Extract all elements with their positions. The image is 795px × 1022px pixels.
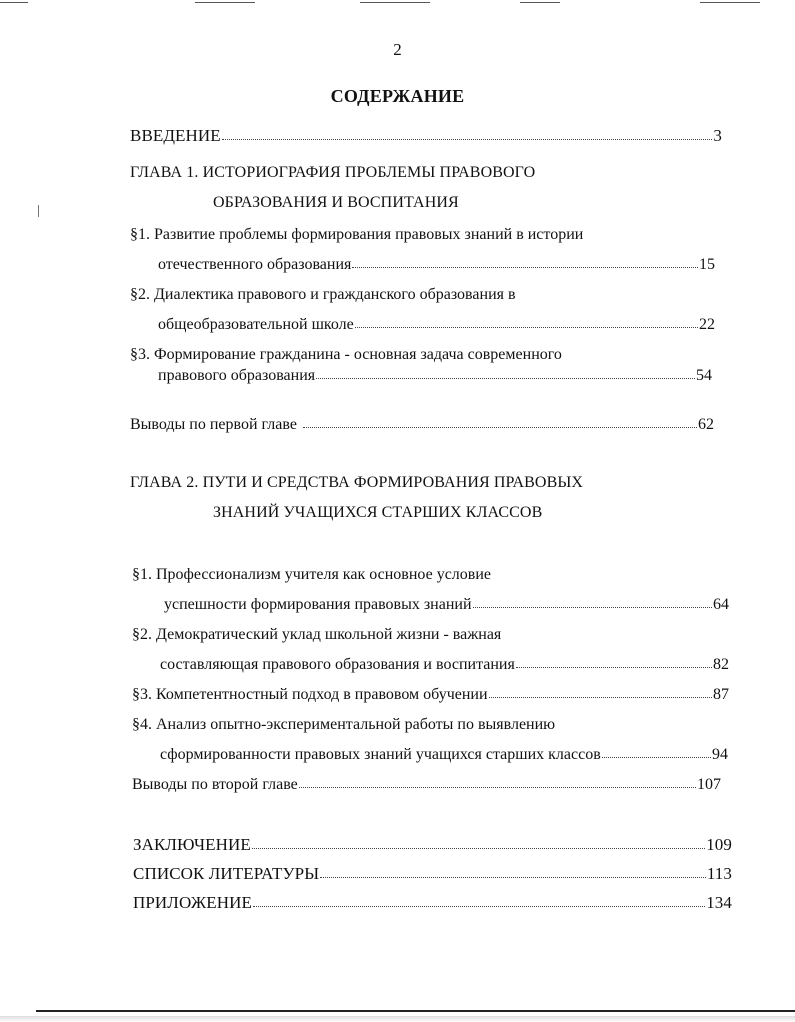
ch2-section-3-entry[interactable] [132,686,729,704]
leader-dots [355,323,698,328]
scan-shadow [0,1016,795,1022]
leader-dots [222,135,713,140]
leader-dots [299,783,696,788]
ch2-section-1-entry[interactable] [164,596,729,614]
entry-page: 107 [697,776,721,793]
scan-mark [195,2,255,3]
scan-mark-left [38,205,39,217]
entry-page: 54 [696,367,712,384]
ch2-conclusion-entry[interactable] [132,776,721,794]
ch1-conclusion-entry[interactable] [130,416,714,434]
scan-mark [360,2,430,3]
ch2-section-4-entry[interactable] [160,746,728,764]
ch1-section-1-title[interactable]: §1. Развитие проблемы формирования правовых знаний в истории [130,226,584,243]
ch2-section-2-entry[interactable] [160,656,729,674]
entry-label: СПИСОК ЛИТЕРАТУРЫ [133,864,320,883]
scan-mark [0,2,28,3]
leader-dots [252,844,705,849]
entry-page: 22 [699,316,715,333]
entry-page: 64 [713,596,729,613]
chapter-2-heading-cont: ЗНАНИЙ УЧАЩИХСЯ СТАРШИХ КЛАССОВ [213,504,543,521]
entry-label: составляющая правового образования и воспитания [160,656,515,673]
entry-label: ВВЕДЕНИЕ [130,126,221,145]
ch1-section-3-title[interactable]: §3. Формирование гражданина - основная задача современного [130,346,562,363]
toc-entry-intro[interactable] [130,126,722,146]
entry-label: отечественного образования [158,256,352,273]
ch2-section-1-title[interactable]: §1. Профессионализм учителя как основное условие [132,566,491,583]
chapter-1-heading[interactable]: ГЛАВА 1. ИСТОРИОГРАФИЯ ПРОБЛЕМЫ ПРАВОВОГО [130,164,536,181]
entry-page: 113 [706,864,732,883]
leader-dots [489,693,712,698]
entry-page: 3 [713,126,722,145]
entry-label: §3. Компетентностный подход в правовом обучении [132,686,488,703]
entry-page: 82 [713,656,729,673]
entry-label: общеобразовательной школе [158,316,354,333]
leader-dots [352,263,698,268]
ch1-section-2-title[interactable]: §2. Диалектика правового и гражданского образования в [130,286,516,303]
entry-page: 87 [713,686,729,703]
leader-dots [253,902,705,907]
page-number: 2 [393,40,402,59]
entry-label: ПРИЛОЖЕНИЕ [133,893,252,912]
entry-label: Выводы по второй главе [132,776,298,793]
scan-edge-bottom [36,1010,795,1012]
ch2-section-2-title[interactable]: §2. Демократический уклад школьной жизни - важная [132,626,502,643]
ch2-section-4-title[interactable]: §4. Анализ опытно-экспериментальной работы по выявлению [132,716,556,733]
leader-dots [473,603,712,608]
leader-dots [602,753,711,758]
entry-label: Выводы по первой главе [130,416,297,433]
leader-dots [303,423,697,428]
toc-entry-appendix[interactable] [133,893,732,913]
scan-mark [700,2,760,3]
scan-edge-top [0,0,795,6]
entry-page: 62 [698,416,714,433]
entry-label: ЗАКЛЮЧЕНИЕ [133,835,251,854]
entry-label: правового образования [158,367,316,384]
toc-entry-conclusion[interactable] [133,835,732,855]
toc-title: СОДЕРЖАНИЕ [330,86,465,106]
entry-label: успешности формирования правовых знаний [164,596,472,613]
entry-page: 15 [699,256,715,273]
entry-page: 109 [706,835,732,854]
entry-page: 94 [712,746,728,763]
toc-entry-bibliography[interactable] [133,864,732,884]
leader-dots [320,873,706,878]
chapter-2-heading[interactable]: ГЛАВА 2. ПУТИ И СРЕДСТВА ФОРМИРОВАНИЯ ПРАВОВЫХ [130,474,584,491]
entry-page: 134 [706,893,732,912]
leader-dots [316,374,695,379]
entry-label: сформированности правовых знаний учащихся старших классов [160,746,601,763]
ch1-section-2-entry[interactable] [158,316,715,334]
leader-dots [516,663,712,668]
ch1-section-1-entry[interactable] [158,256,715,274]
chapter-1-heading-cont: ОБРАЗОВАНИЯ И ВОСПИТАНИЯ [213,194,459,211]
ch1-section-3-entry[interactable] [158,367,712,385]
scan-mark [520,2,560,3]
